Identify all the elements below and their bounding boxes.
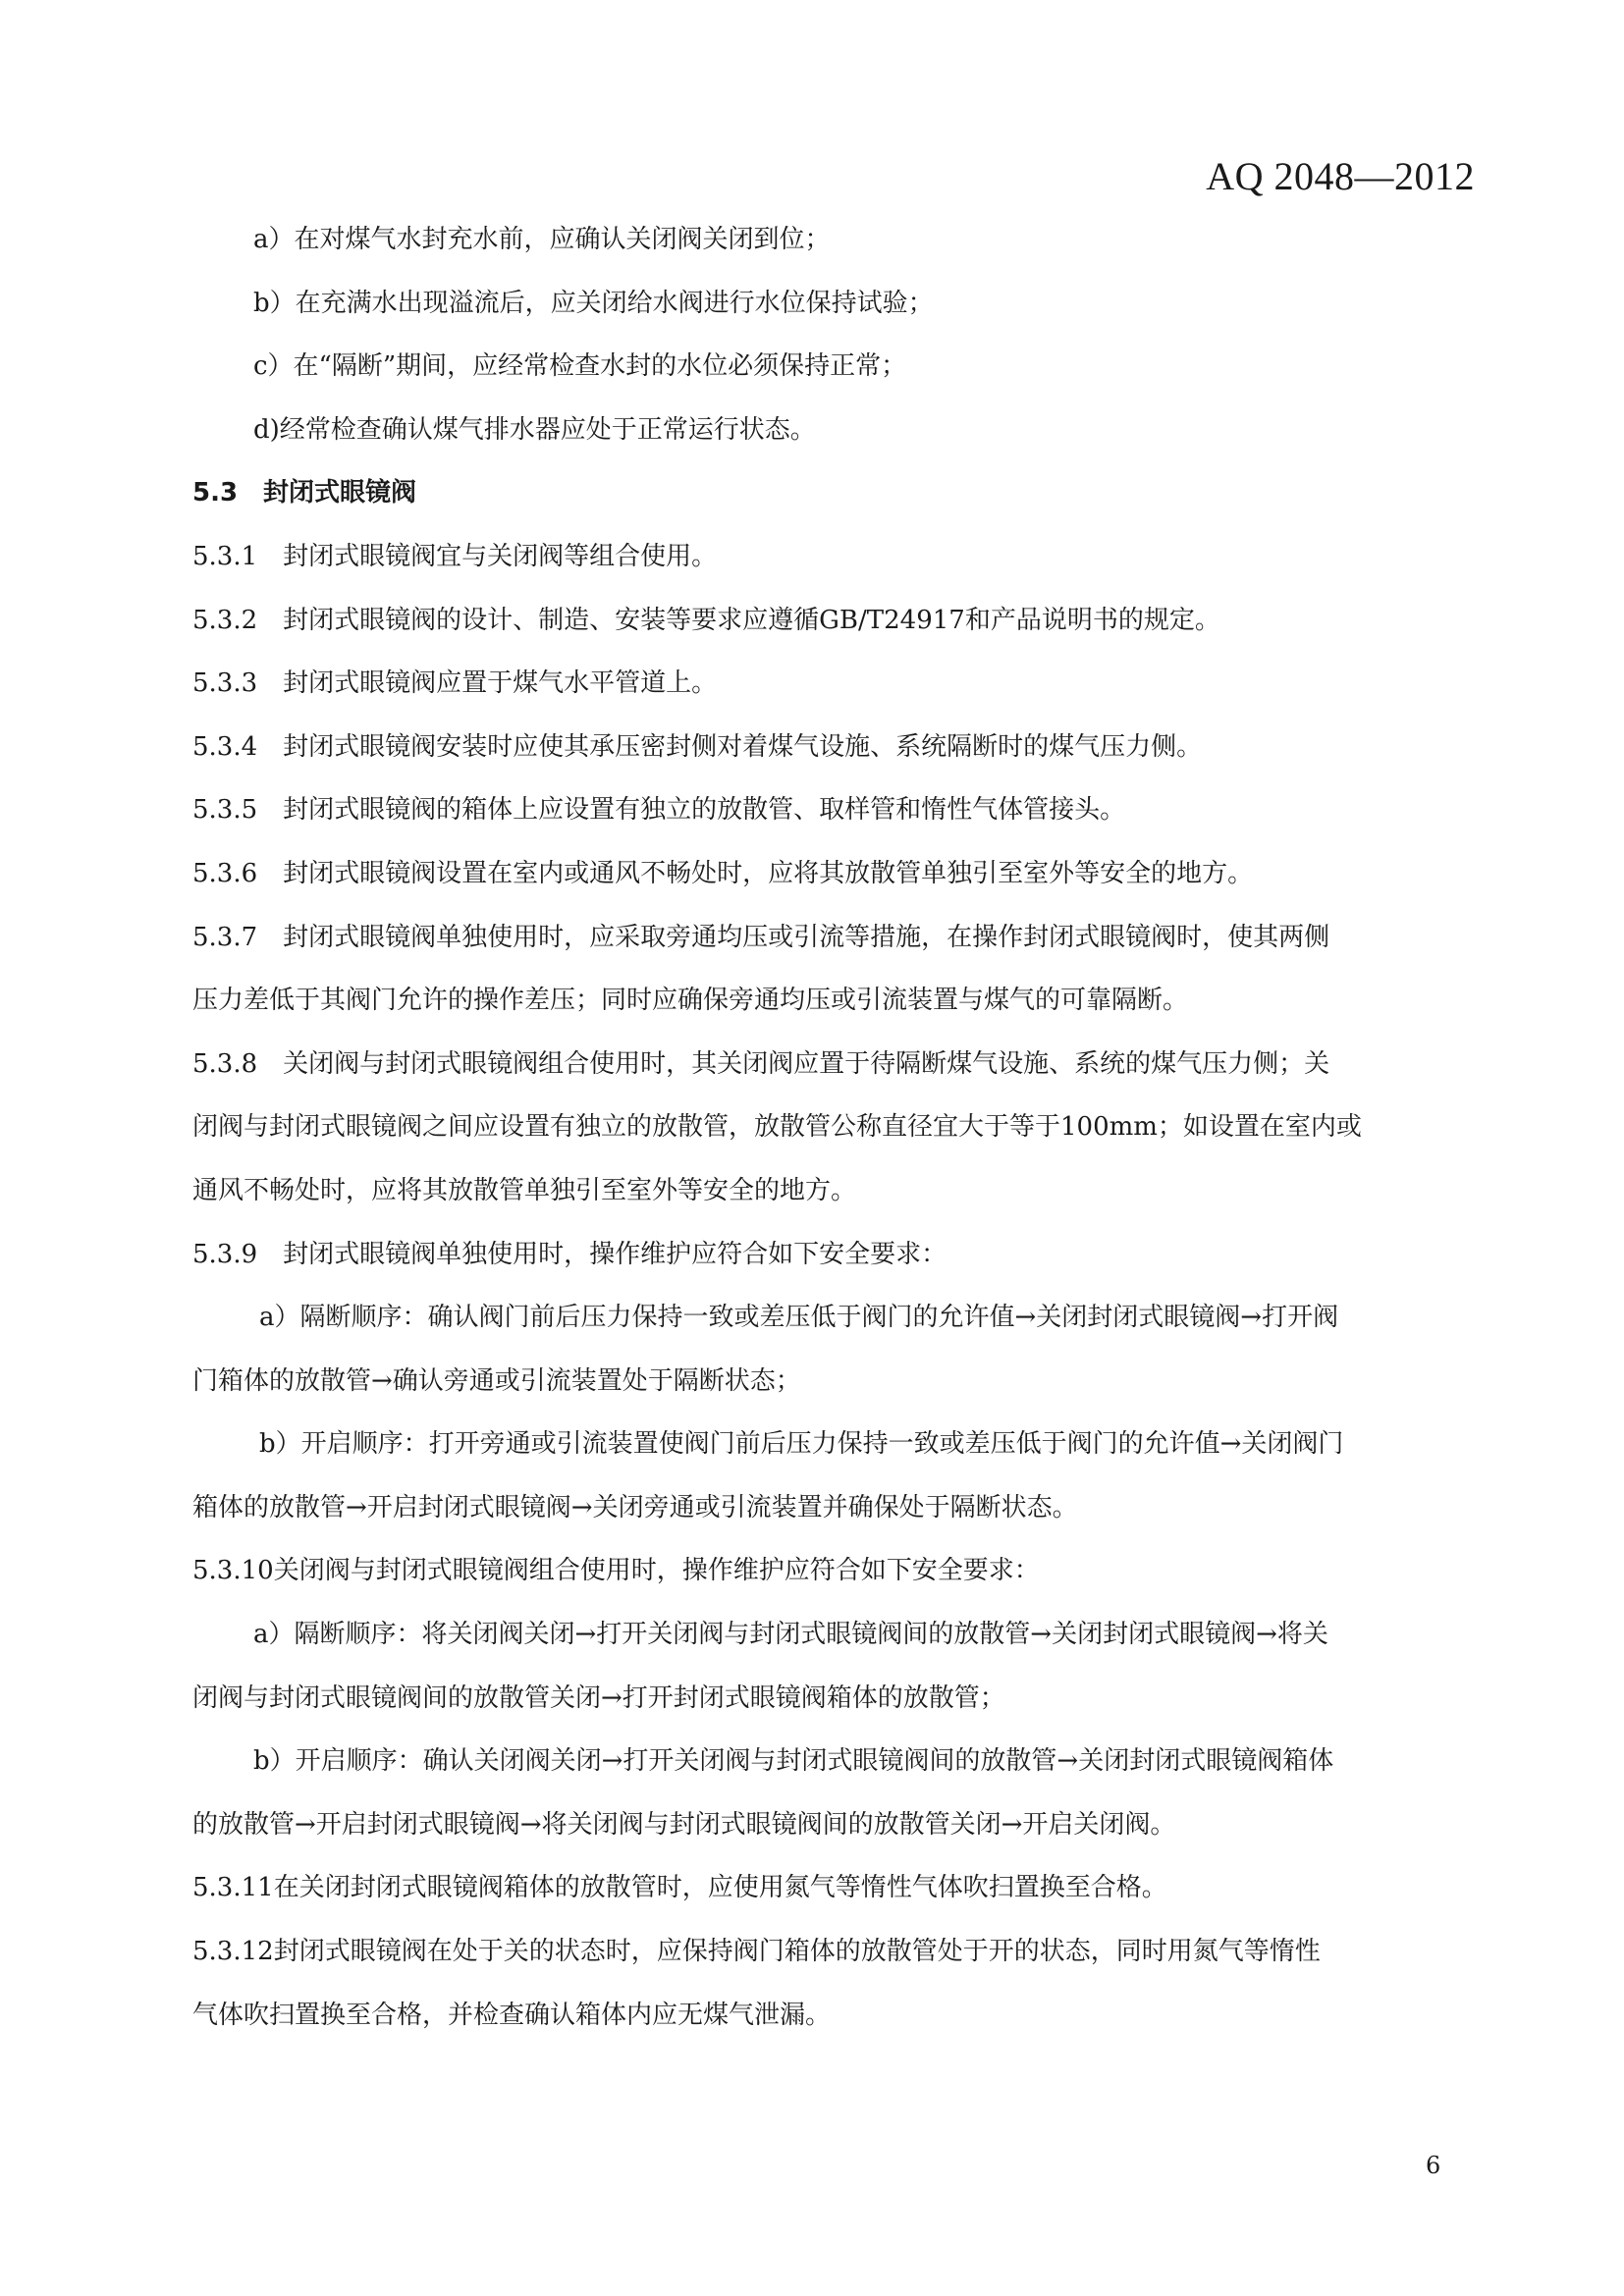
- clause-5-3-3: 5.3.3 封闭式眼镜阀应置于煤气水平管道上。: [192, 668, 718, 699]
- clause-5-3-10-a-line-2: 闭阀与封闭式眼镜阀间的放散管关闭→打开封闭式眼镜阀箱体的放散管；: [192, 1682, 1005, 1713]
- clause-5-3-9-a-line-2: 门箱体的放散管→确认旁通或引流装置处于隔断状态；: [192, 1365, 801, 1396]
- clause-5-3-9-b-line-1: b）开启顺序：打开旁通或引流装置使阀门前后压力保持一致或差压低于阀门的允许值→关闭阀门: [259, 1429, 1344, 1460]
- page-number: 6: [1426, 2152, 1441, 2179]
- list-item-b: b）在充满水出现溢流后，应关闭给水阀进行水位保持试验；: [253, 288, 934, 318]
- clause-5-3-2: 5.3.2 封闭式眼镜阀的设计、制造、安装等要求应遵循GB/T24917和产品说明书的规定。: [192, 605, 1220, 635]
- clause-5-3-1: 5.3.1 封闭式眼镜阀宜与关闭阀等组合使用。: [192, 541, 718, 571]
- clause-5-3-4: 5.3.4 封闭式眼镜阀安装时应使其承压密封侧对着煤气设施、系统隔断时的煤气压力侧。: [192, 731, 1203, 762]
- clause-5-3-8-line-1: 5.3.8 关闭阀与封闭式眼镜阀组合使用时，其关闭阀应置于待隔断煤气设施、系统的煤气压力侧；关: [192, 1048, 1330, 1079]
- list-item-d: d)经常检查确认煤气排水器应处于正常运行状态。: [253, 414, 816, 445]
- section-heading-5-3: 5.3 封闭式眼镜阀: [192, 478, 417, 508]
- list-item-a: a）在对煤气水封充水前，应确认关闭阀关闭到位；: [253, 225, 831, 254]
- clause-5-3-12-line-1: 5.3.12封闭式眼镜阀在处于关的状态时，应保持阀门箱体的放散管处于开的状态，同时用氮气等惰性: [192, 1937, 1321, 1967]
- document-code: AQ 2048—2012: [1206, 154, 1475, 198]
- clause-5-3-10-a-line-1: a）隔断顺序：将关闭阀关闭→打开关闭阀与封闭式眼镜阀间的放散管→关闭封闭式眼镜阀→将关: [253, 1620, 1328, 1650]
- clause-5-3-7-line-1: 5.3.7 封闭式眼镜阀单独使用时，应采取旁通均压或引流等措施，在操作封闭式眼镜阀时，使其两侧: [192, 922, 1330, 952]
- clause-5-3-8-line-3: 通风不畅处时，应将其放散管单独引至室外等安全的地方。: [192, 1175, 857, 1205]
- clause-5-3-5: 5.3.5 封闭式眼镜阀的箱体上应设置有独立的放散管、取样管和惰性气体管接头。: [192, 795, 1126, 826]
- clause-5-3-11: 5.3.11在关闭封闭式眼镜阀箱体的放散管时，应使用氮气等惰性气体吹扫置换至合格。: [192, 1873, 1167, 1903]
- clause-5-3-10-b-line-1: b）开启顺序：确认关闭阀关闭→打开关闭阀与封闭式眼镜阀间的放散管→关闭封闭式眼镜阀箱体: [253, 1746, 1334, 1777]
- clause-5-3-9-a-line-1: a）隔断顺序：确认阀门前后压力保持一致或差压低于阀门的允许值→关闭封闭式眼镜阀→打开阀: [259, 1303, 1339, 1333]
- clause-5-3-12-line-2: 气体吹扫置换至合格，并检查确认箱体内应无煤气泄漏。: [192, 2000, 832, 2030]
- clause-5-3-9-b-line-2: 箱体的放散管→开启封闭式眼镜阀→关闭旁通或引流装置并确保处于隔断状态。: [192, 1492, 1078, 1522]
- clause-5-3-10-b-line-2: 的放散管→开启封闭式眼镜阀→将关闭阀与封闭式眼镜阀间的放散管关闭→开启关闭阀。: [192, 1809, 1176, 1840]
- document-body: [192, 208, 1481, 2047]
- clause-5-3-9: 5.3.9 封闭式眼镜阀单独使用时，操作维护应符合如下安全要求：: [192, 1239, 947, 1269]
- list-item-c: c）在“隔断”期间，应经常检查水封的水位必须保持正常；: [253, 351, 907, 382]
- clause-5-3-7-line-2: 压力差低于其阀门允许的操作差压；同时应确保旁通均压或引流装置与煤气的可靠隔断。: [192, 986, 1189, 1016]
- clause-5-3-10: 5.3.10关闭阀与封闭式眼镜阀组合使用时，操作维护应符合如下安全要求：: [192, 1556, 1040, 1586]
- clause-5-3-6: 5.3.6 封闭式眼镜阀设置在室内或通风不畅处时，应将其放散管单独引至室外等安全的地方。: [192, 858, 1254, 888]
- clause-5-3-8-line-2: 闭阀与封闭式眼镜阀之间应设置有独立的放散管，放散管公称直径宜大于等于100mm；如设置在室内或: [192, 1112, 1362, 1143]
